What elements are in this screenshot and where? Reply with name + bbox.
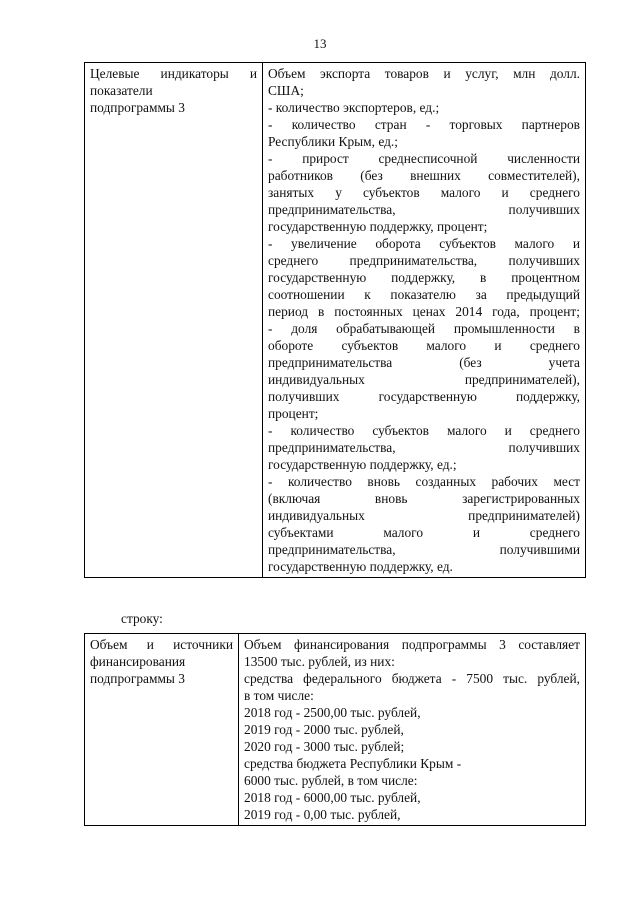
content-line: предпринимательства (без учета [268,355,580,370]
content-line: средства федерального бюджета - 7500 тыс. рублей, [244,671,580,686]
indicators-table [84,62,586,578]
content-line: - количество экспортеров, ед.; [268,100,440,115]
content-line: субъектами малого и среднего [268,525,580,540]
page-number: 13 [313,36,327,51]
content-line: предпринимательства, получившими [268,542,580,557]
content-line: США; [268,83,304,98]
label-line: финансирования [90,654,186,669]
content-line: государственную поддержку, процент; [268,219,488,234]
content-line: - прирост среднесписочной численности [268,151,580,166]
content-line: индивидуальных предпринимателей), [268,372,580,387]
content-line: Объем финансирования подпрограммы 3 составляет [244,637,580,652]
content-line: - количество субъектов малого и среднего [268,423,580,438]
content-line: процент; [268,406,319,421]
content-line: предпринимательства, получивших [268,202,580,217]
content-line: - количество вновь созданных рабочих мест [268,474,580,489]
content-line: 2018 год - 6000,00 тыс. рублей, [244,790,421,805]
content-line: 2019 год - 0,00 тыс. рублей, [244,807,401,822]
indicators-label-cell [85,63,263,578]
content-line: 13500 тыс. рублей, из них: [244,654,395,669]
content-line: индивидуальных предпринимателей) [268,508,580,523]
content-line: предпринимательства, получивших [268,440,580,455]
content-line: занятых у субъектов малого и среднего [268,185,580,200]
label-line: Целевые индикаторы и [90,66,257,81]
label-line: подпрограммы 3 [90,671,185,686]
content-line: государственную поддержку, ед.; [268,457,457,472]
content-line: государственную поддержку, в процентном [268,270,580,285]
content-line: Республики Крым, ед.; [268,134,398,149]
content-line: - увеличение оборота субъектов малого и [268,236,580,251]
label-line: Объем и источники [90,637,233,652]
financing-content-cell [239,634,586,826]
content-line: получивших государственную поддержку, [268,389,580,404]
content-line: - доля обрабатывающей промышленности в [268,321,580,336]
content-line: 2019 год - 2000 тыс. рублей, [244,722,404,737]
content-line: средства бюджета Республики Крым - [244,756,462,771]
content-line: (включая вновь зарегистрированных [268,491,580,506]
financing-table [84,633,586,826]
content-line: в том числе: [244,688,314,703]
content-line: соотношении к показателю за предыдущий [268,287,580,302]
content-line: обороте субъектов малого и среднего [268,338,580,353]
content-line: среднего предпринимательства, получивших [268,253,580,268]
label-line: подпрограммы 3 [90,100,185,115]
content-line: государственную поддержку, ед. [268,559,453,574]
content-line: Объем экспорта товаров и услуг, млн долл. [268,66,580,81]
content-line: 6000 тыс. рублей, в том числе: [244,773,418,788]
content-line: 2018 год - 2500,00 тыс. рублей, [244,705,421,720]
content-line: работников (без внешних совместителей), [268,168,580,183]
content-line: - количество стран - торговых партнеров [268,117,580,132]
content-line: период в постоянных ценах 2014 года, процент; [268,304,580,319]
content-line: 2020 год - 3000 тыс. рублей; [244,739,405,754]
caption-line: строку: [121,611,163,626]
financing-label-cell [85,634,239,826]
label-line: показатели [90,83,153,98]
indicators-content-cell [263,63,586,578]
